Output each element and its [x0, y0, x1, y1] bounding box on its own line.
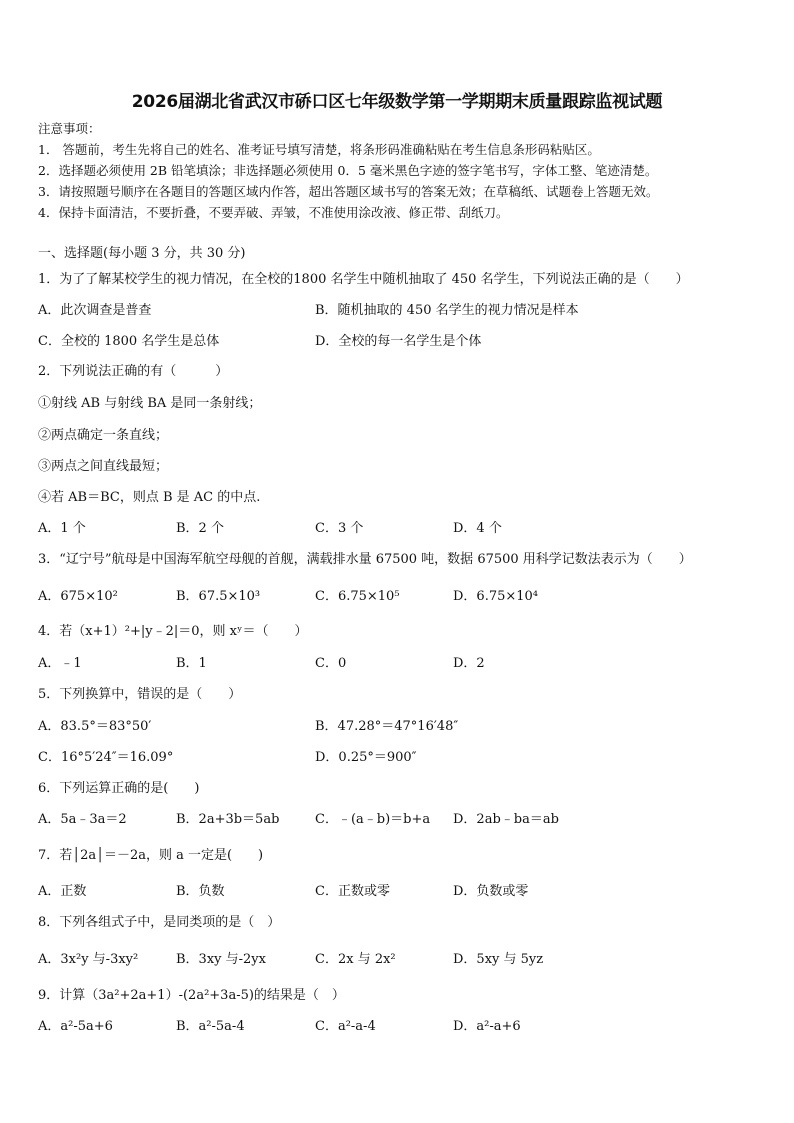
question-9-option-b: B．a²-5a-4 [176, 1019, 245, 1034]
question-7-option-c: C．正数或零 [315, 884, 390, 899]
notice-heading: 注意事项： [38, 121, 101, 136]
question-2-statement-2: ②两点确定一条直线； [38, 428, 169, 443]
question-2-option-c: C．3 个 [315, 521, 364, 536]
notice-item-4: 4．保持卡面清洁，不要折叠，不要弄破、弄皱，不准使用涂改液、修正带、刮纸刀。 [38, 205, 509, 220]
question-5-option-c: C．16°5′24″＝16.09° [38, 750, 174, 765]
question-3-option-a: A．675×10² [38, 589, 118, 604]
question-2-statement-3: ③两点之间直线最短； [38, 459, 169, 474]
question-1-option-c: C．全校的 1800 名学生是总体 [38, 334, 220, 349]
question-7-option-b: B．负数 [176, 884, 225, 899]
question-6-option-c: C．﹣(a﹣b)＝b+a [315, 812, 431, 827]
question-1-option-a: A．此次调查是普查 [38, 303, 152, 318]
question-3-option-b: B．67.5×10³ [176, 589, 261, 604]
question-2-statement-1: ①射线 AB 与射线 BA 是同一条射线； [38, 396, 262, 411]
question-2-option-a: A．1 个 [38, 521, 86, 536]
question-8-option-d: D．5xy 与 5yz [453, 952, 544, 967]
notice-item-1: 1． 答题前，考生先将自己的姓名、准考证号填写清楚，将条形码准确粘贴在考生信息条形码粘贴区。 [38, 142, 600, 157]
question-4-option-b: B．1 [176, 656, 207, 671]
question-9-option-a: A．a²-5a+6 [38, 1019, 113, 1034]
question-7-option-a: A．正数 [38, 884, 87, 899]
question-4-stem: 4．若（x+1）²+|y﹣2|＝0，则 xʸ＝（ ） [38, 624, 308, 639]
question-8-stem: 8．下列各组式子中，是同类项的是（ ） [38, 915, 281, 930]
question-6-option-d: D．2ab﹣ba＝ab [453, 812, 559, 827]
question-4-option-a: A．﹣1 [38, 656, 82, 671]
question-1-option-d: D．全校的每一名学生是个体 [315, 334, 482, 349]
question-6-option-a: A．5a﹣3a＝2 [38, 812, 127, 827]
question-5-option-b: B．47.28°＝47°16′48″ [315, 719, 459, 734]
question-8-option-a: A．3x²y 与-3xy² [38, 952, 139, 967]
question-5-option-a: A．83.5°＝83°50′ [38, 719, 152, 734]
question-5-option-d: D．0.25°＝900″ [315, 750, 417, 765]
notice-item-2: 2．选择题必须使用 2B 铅笔填涂；非选择题必须使用 0．5 毫米黑色字迹的签字笔书写，字体工整、笔迹清楚。 [38, 163, 658, 178]
question-9-stem: 9．计算（3a²+2a+1）-(2a²+3a-5)的结果是（ ） [38, 988, 345, 1003]
question-3-option-c: C．6.75×10⁵ [315, 589, 400, 604]
question-6-option-b: B．2a+3b＝5ab [176, 812, 280, 827]
question-9-option-d: D．a²-a+6 [453, 1019, 521, 1034]
question-2-option-d: D．4 个 [453, 521, 502, 536]
question-1-stem: 1．为了了解某校学生的视力情况，在全校的1800 名学生中随机抽取了 450 名学生，下列说法正确的是（ ） [38, 272, 689, 287]
question-3-option-d: D．6.75×10⁴ [453, 589, 539, 604]
question-8-option-b: B．3xy 与-2yx [176, 952, 266, 967]
page-title: 2026届湖北省武汉市硚口区七年级数学第一学期期末质量跟踪监视试题 [131, 92, 663, 112]
question-2-statement-4: ④若 AB＝BC，则点 B 是 AC 的中点. [38, 490, 261, 505]
notice-item-3: 3．请按照题号顺序在各题目的答题区域内作答，超出答题区域书写的答案无效；在草稿纸、试题卷上答题无效。 [38, 184, 659, 199]
question-6-stem: 6．下列运算正确的是( ) [38, 781, 200, 796]
question-3-stem: 3．“辽宁号”航母是中国海军航空母舰的首舰，满载排水量 67500 吨，数据 67500 用科学记数法表示为（ ） [38, 552, 692, 567]
section-title: 一、选择题(每小题 3 分，共 30 分) [38, 246, 246, 261]
question-7-option-d: D．负数或零 [453, 884, 529, 899]
question-2-option-b: B．2 个 [176, 521, 224, 536]
question-8-option-c: C．2x 与 2x² [315, 952, 396, 967]
question-5-stem: 5．下列换算中，错误的是（ ） [38, 687, 242, 702]
question-4-option-d: D．2 [453, 656, 485, 671]
question-4-option-c: C．0 [315, 656, 347, 671]
question-1-option-b: B．随机抽取的 450 名学生的视力情况是样本 [315, 303, 579, 318]
question-7-stem: 7．若│2a│＝－2a，则 a 一定是( ) [38, 848, 264, 863]
question-2-stem: 2．下列说法正确的有（ ） [38, 364, 229, 379]
question-9-option-c: C．a²-a-4 [315, 1019, 376, 1034]
